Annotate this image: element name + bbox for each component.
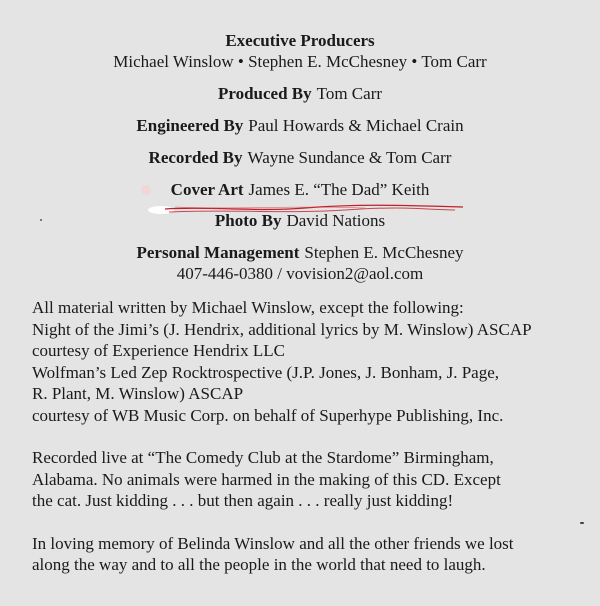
recording-note-paragraph (32, 447, 588, 512)
engineered-by-credit (0, 115, 600, 136)
produced-by-credit (0, 83, 600, 104)
writing-credits-line: courtesy of Experience Hendrix LLC (32, 341, 286, 360)
faint-pink-spot (141, 185, 151, 195)
memorial-paragraph (32, 533, 588, 576)
liner-notes-body (32, 297, 588, 576)
writing-credits-line: R. Plant, M. Winslow) ASCAP (32, 384, 244, 403)
cover-art-credit (0, 179, 600, 200)
photo-by-label: Photo By (214, 211, 282, 230)
produced-by-name: Tom Carr (316, 84, 383, 103)
print-speck (580, 522, 584, 524)
writing-credits-line: Night of the Jimi’s (J. Hendrix, additional lyrics by M. Winslow) ASCAP (32, 319, 532, 339)
recorded-by-label: Recorded By (148, 148, 243, 167)
recorded-by-credit (0, 147, 600, 168)
writing-credits-line: All material written by Michael Winslow, except the following: (32, 298, 464, 317)
photo-by-name: David Nations (286, 211, 386, 230)
red-scribble-mark (145, 200, 465, 216)
memorial-line: In loving memory of Belinda Winslow and all the other friends we lost (32, 533, 514, 553)
management-label: Personal Management (136, 243, 300, 262)
executive-producers-label: Executive Producers (225, 31, 375, 50)
writing-credits-line: Wolfman’s Led Zep Rocktrospective (J.P. Jones, J. Bonham, J. Page, (32, 362, 500, 382)
writing-credits-paragraph (32, 297, 588, 426)
executive-producers-heading (0, 30, 600, 51)
credits-block (0, 30, 600, 284)
recorded-by-names: Wayne Sundance & Tom Carr (247, 148, 452, 167)
management-contact: 407-446-0380 / vovision2@aol.com (176, 264, 424, 283)
memorial-line: along the way and to all the people in the world that need to laugh. (32, 555, 486, 574)
recording-note-line: the cat. Just kidding . . . but then again . . . really just kidding! (32, 491, 454, 510)
produced-by-label: Produced By (217, 84, 312, 103)
recording-note-line: Recorded live at “The Comedy Club at the Stardome” Birmingham, (32, 448, 494, 467)
cover-art-name: James E. “The Dad” Keith (248, 180, 430, 199)
print-speck (40, 219, 42, 221)
writing-credits-line: courtesy of WB Music Corp. on behalf of Superhype Publishing, Inc. (32, 405, 504, 425)
management-name: Stephen E. McChesney (304, 243, 464, 262)
engineered-by-names: Paul Howards & Michael Crain (248, 116, 464, 135)
management-credit (0, 242, 600, 263)
executive-producers-names: Michael Winslow • Stephen E. McChesney • Tom Carr (113, 52, 487, 71)
cover-art-label: Cover Art (170, 180, 244, 199)
recording-note-line: Alabama. No animals were harmed in the making of this CD. Except (32, 469, 501, 489)
engineered-by-label: Engineered By (136, 116, 244, 135)
